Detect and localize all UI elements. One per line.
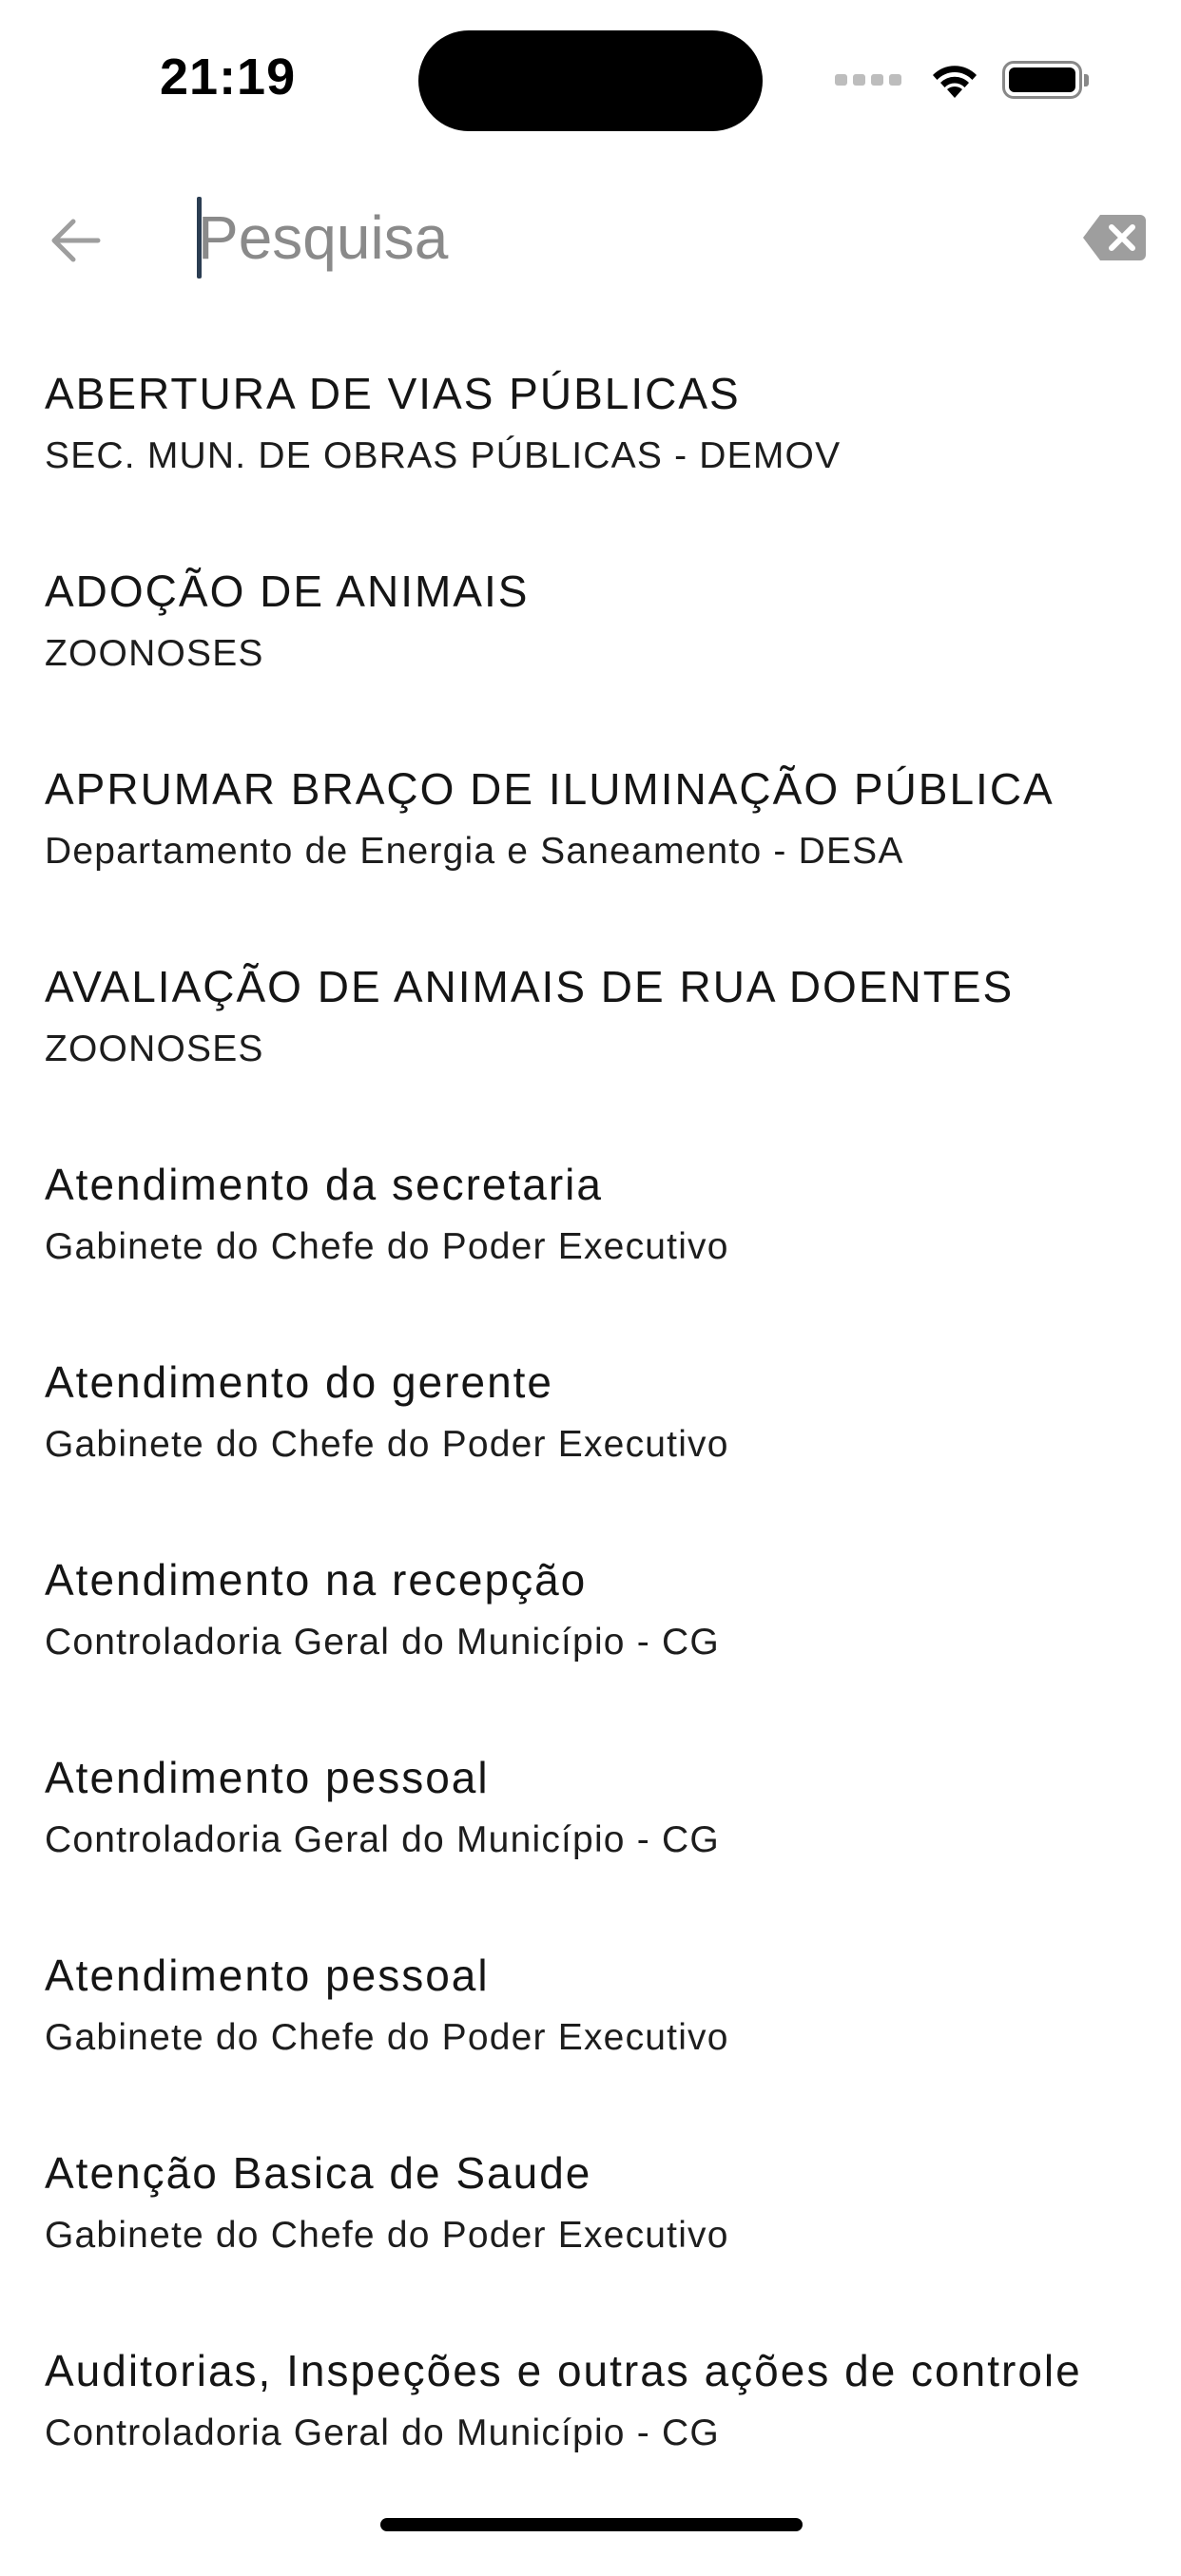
search-input[interactable]	[198, 190, 1035, 285]
backspace-clear-icon	[1081, 213, 1148, 262]
list-item[interactable]	[0, 1133, 1181, 1331]
result-subtitle: Gabinete do Chefe do Poder Executivo	[45, 2215, 729, 2256]
result-title: Atenção Basica de Saude	[45, 2148, 592, 2198]
dynamic-island	[418, 30, 763, 131]
status-icons	[835, 57, 1082, 103]
wifi-icon	[928, 60, 981, 100]
battery-icon	[1002, 61, 1082, 99]
result-subtitle: Gabinete do Chefe do Poder Executivo	[45, 1424, 729, 1465]
list-item[interactable]	[0, 1924, 1181, 2122]
results-list	[0, 342, 1181, 2576]
result-subtitle: Controladoria Geral do Município - CG	[45, 2413, 720, 2453]
home-indicator[interactable]	[380, 2518, 803, 2531]
list-item[interactable]	[0, 1528, 1181, 1726]
result-title: Atendimento pessoal	[45, 1951, 490, 2000]
list-item[interactable]	[0, 1726, 1181, 1924]
result-title: Atendimento pessoal	[45, 1753, 490, 1802]
cellular-signal-icon	[835, 74, 901, 86]
back-button[interactable]	[42, 209, 108, 272]
list-item[interactable]	[0, 2319, 1181, 2576]
result-title: Atendimento do gerente	[45, 1357, 554, 1407]
list-item[interactable]	[0, 1331, 1181, 1528]
search-bar	[0, 181, 1181, 300]
result-title: APRUMAR BRAÇO DE ILUMINAÇÃO PÚBLICA	[45, 764, 1055, 814]
result-title: Atendimento da secretaria	[45, 1160, 603, 1209]
status-bar	[0, 0, 1181, 143]
list-item[interactable]	[0, 540, 1181, 738]
result-subtitle: Gabinete do Chefe do Poder Executivo	[45, 2017, 729, 2058]
result-subtitle: Departamento de Energia e Saneamento - DESA	[45, 831, 904, 872]
result-title: ADOÇÃO DE ANIMAIS	[45, 567, 530, 616]
result-title: AVALIAÇÃO DE ANIMAIS DE RUA DOENTES	[45, 962, 1015, 1011]
result-subtitle: ZOONOSES	[45, 633, 264, 674]
arrow-left-icon	[48, 217, 102, 264]
list-item[interactable]	[0, 2122, 1181, 2319]
result-subtitle: Controladoria Geral do Município - CG	[45, 1819, 720, 1860]
result-title: Atendimento na recepção	[45, 1555, 588, 1605]
list-item[interactable]	[0, 935, 1181, 1133]
result-title: ABERTURA DE VIAS PÚBLICAS	[45, 369, 741, 418]
clear-search-button[interactable]	[1080, 209, 1149, 266]
list-item[interactable]	[0, 342, 1181, 540]
result-subtitle: SEC. MUN. DE OBRAS PÚBLICAS - DEMOV	[45, 435, 842, 476]
result-subtitle: ZOONOSES	[45, 1028, 264, 1069]
list-item[interactable]	[0, 738, 1181, 935]
result-title: Auditorias, Inspeções e outras ações de controle	[45, 2346, 1082, 2395]
result-subtitle: Controladoria Geral do Município - CG	[45, 1622, 720, 1663]
result-subtitle: Gabinete do Chefe do Poder Executivo	[45, 1226, 729, 1267]
status-time: 21:19	[160, 48, 297, 106]
